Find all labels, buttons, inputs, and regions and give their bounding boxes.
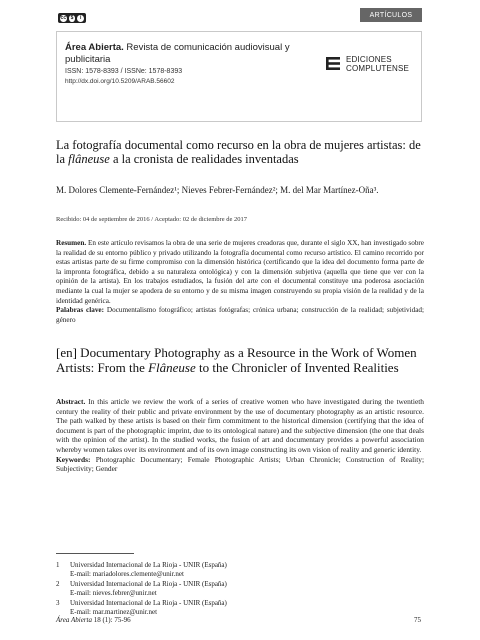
palabras-clave (56, 306, 424, 325)
footer-journal: Área Abierta (56, 616, 92, 624)
en-title-part-1: [en] Documentary Photography as a Resource in the Work of Women Artists: From the (56, 345, 417, 375)
english-title (56, 345, 426, 375)
footnote-number: 3 (56, 599, 60, 607)
resumen-text: En este artículo revisamos la obra de una serie de mujeres creadoras que, durante el siglo XX, han investigado sobre la realidad de su entorno público y privado utilizando la fotografía documental como recurso artístico. El camino recorrido por estas artistas parte de su firme compromiso con la dimensión histórica (certificando que la idea del documento forma parte de la impronta fotográfica, debido a su naturaleza ontológica) y con la dimensión subjetiva (aquella que tiene que ver con la opinión de la artista). En los trabajos estudiados, la fusión del arte con el documental constituye una poderosa asociación mediante la cual la mujer se apodera de su entorno y de su misma imagen construyendo su propia visión de la realidad y de la identidad genérica. (56, 239, 424, 305)
abstract-label: Abstract. (56, 397, 86, 406)
footnote-email[interactable]: E-mail: mar.martinez@unir.net (70, 608, 158, 616)
title-part-1: La fotografía documental como recurso en la obra de mujeres artistas: de la (56, 138, 421, 166)
keywords (56, 455, 424, 474)
palabras-text: Documentalismo fotográfico; artistas fotógrafas; crónica urbana; construcción de la realidad; subjetividad; género (56, 306, 424, 324)
abstract-paragraph (56, 397, 424, 455)
footnote-affiliation: Universidad Internacional de La Rioja - UNIR (España) (70, 561, 227, 569)
footnote-affiliation: Universidad Internacional de La Rioja - UNIR (España) (70, 599, 227, 607)
article-dates: Recibido: 04 de septiembre de 2016 / Aceptado: 02 de diciembre de 2017 (56, 216, 247, 223)
journal-doi-link[interactable]: http://dx.doi.org/10.5209/ARAB.56602 (65, 78, 175, 85)
footnote-number: 2 (56, 580, 60, 588)
section-tag: ARTÍCULOS (360, 8, 422, 22)
journal-subtitle: Revista de comunicación audiovisual y publicitaria (65, 42, 290, 65)
footer-citation (56, 616, 131, 624)
footnote-affiliation: Universidad Internacional de La Rioja - UNIR (España) (70, 580, 227, 588)
publisher-line-2: COMPLUTENSE (346, 64, 410, 73)
title-italic: flâneuse (68, 152, 110, 166)
keywords-label: Keywords: (56, 454, 91, 464)
title-part-2: a la cronista de realidades inventadas (109, 152, 299, 166)
footer-volume: 18 (1): 75-96 (91, 616, 131, 624)
publisher-name (346, 55, 409, 73)
en-title-italic: Flâneuse (148, 360, 196, 375)
en-title-part-2: to the Chronicler of Invented Realities (195, 360, 399, 375)
footnote-divider (56, 553, 134, 554)
publisher-line-1: EDICIONES (346, 55, 392, 64)
palabras-label: Palabras clave: (56, 306, 105, 315)
complutense-logo-icon (326, 57, 340, 70)
abstract-section (56, 397, 424, 474)
journal-name: Área Abierta. (65, 42, 124, 53)
footnote-1 (56, 561, 426, 579)
cc-by-nc-icon: cc $ i (58, 13, 86, 23)
journal-title (65, 42, 315, 66)
article-title (56, 138, 426, 166)
footnote-email[interactable]: E-mail: mariadolores.clemente@unir.net (70, 570, 184, 578)
page-number: 75 (414, 616, 421, 624)
footnote-3 (56, 599, 426, 617)
resumen-label: Resumen. (56, 239, 87, 247)
footnote-2 (56, 580, 426, 598)
resumen-section (56, 239, 424, 325)
resumen-paragraph (56, 239, 424, 306)
article-authors: M. Dolores Clemente-Fernández¹; Nieves Febrer-Fernández²; M. del Mar Martínez-Oña³. (56, 185, 379, 195)
abstract-text: In this article we review the work of a series of creative women who have investigated during the twentieth century the reality of their public and private environment by the use of documentary photography as an artistic resource. The path walked by these artists is based on their firm commitment to the historical dimension (certifying that the idea of document is part of the photographic imprint, due to its ontological nature) and the subjective dimension (the one that deals with the opinion of the artist). In the studied works, the fusion of art and documentary provides a powerful association whereby women takes over its environment and of its own image constructing its own vision of reality and generic identity. (56, 397, 424, 454)
footnote-email[interactable]: E-mail: nieves.febrer@unir.net (70, 589, 157, 597)
journal-issn: ISSN: 1578-8393 / ISSNe: 1578-8393 (65, 68, 183, 75)
keywords-text: Photographic Documentary; Female Photographic Artists; Urban Chronicle; Construction of Reality; Subjectivity; Gender (56, 454, 424, 474)
footnote-number: 1 (56, 561, 60, 569)
